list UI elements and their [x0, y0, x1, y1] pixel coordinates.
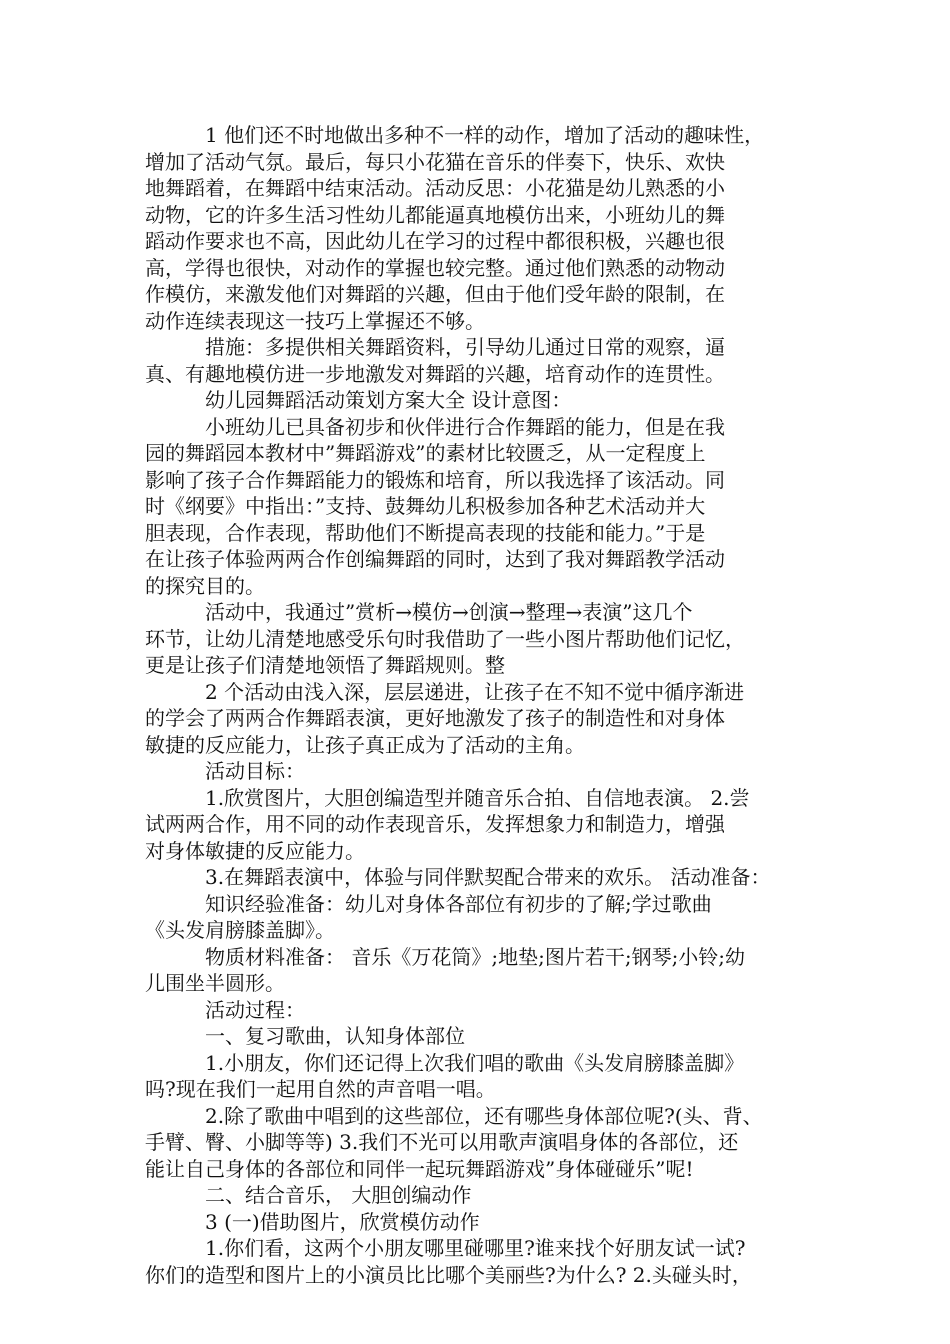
text-line: 3.在舞蹈表演中，体验与同伴默契配合带来的欢乐。 活动准备： — [205, 865, 771, 889]
text-line: 《头发肩膀膝盖脚》。 — [145, 918, 335, 942]
text-line: 时《纲要》中指出：”支持、鼓舞幼儿积极参加各种艺术活动并大 — [145, 494, 706, 518]
text-line: 园的舞蹈园本教材中”舞蹈游戏”的素材比较匮乏，从一定程度上 — [145, 441, 706, 465]
text-line: 一、复习歌曲，认知身体部位 — [205, 1024, 465, 1048]
text-line: 试两两合作，用不同的动作表现音乐，发挥想象力和制造力，增强 — [145, 812, 725, 836]
text-line: 你们的造型和图片上的小演员比比哪个美丽些?为什么? 2.头碰头时， — [145, 1262, 752, 1287]
text-line: 二、结合音乐， 大胆创编动作 — [205, 1183, 472, 1207]
text-line: 在让孩子体验两两合作创编舞蹈的同时，达到了我对舞蹈教学活动 — [145, 547, 725, 571]
text-line: 吗?现在我们一起用自然的声音唱一唱。 — [145, 1077, 496, 1101]
text-line: 活动过程： — [205, 997, 305, 1022]
text-line: 能让自己身体的各部位和同伴一起玩舞蹈游戏”身体碰碰乐”呢! — [145, 1156, 694, 1181]
text-line: 对身体敏捷的反应能力。 — [145, 838, 365, 863]
text-line: 物质材料准备： 音乐《万花筒》;地垫;图片若干;钢琴;小铃;幼 — [205, 944, 746, 969]
text-line: 高，学得也很快，对动作的掌握也较完整。通过他们熟悉的动物动 — [145, 255, 725, 280]
text-line: 活动目标： — [205, 759, 305, 783]
text-line: 影响了孩子合作舞蹈能力的锻炼和培育，所以我选择了该活动。同 — [145, 467, 725, 492]
text-line: 蹈动作要求也不高，因此幼儿在学习的过程中都很积极，兴趣也很 — [145, 229, 725, 253]
text-line: 更是让孩子们清楚地领悟了舞蹈规则。整 — [145, 653, 505, 677]
text-line: 活动中，我通过”赏析→模仿→创演→整理→表演”这几个 — [205, 600, 693, 624]
text-line: 1.小朋友，你们还记得上次我们唱的歌曲《头发肩膀膝盖脚》 — [205, 1050, 745, 1075]
text-line: 幼儿园舞蹈活动策划方案大全 设计意图： — [205, 388, 572, 412]
text-line: 手臂、臀、小脚等等) 3.我们不光可以用歌声演唱身体的各部位，还 — [145, 1130, 739, 1154]
text-line: 增加了活动气氛。最后，每只小花猫在音乐的伴奏下，快乐、欢快 — [145, 149, 725, 174]
text-line: 敏捷的反应能力，让孩子真正成为了活动的主角。 — [145, 732, 585, 757]
text-line: 小班幼儿已具备初步和伙伴进行合作舞蹈的能力，但是在我 — [205, 414, 725, 439]
document-body — [145, 122, 820, 1288]
text-line: 儿围坐半圆形。 — [145, 971, 285, 995]
text-line: 3 (一)借助图片，欣赏模仿动作 — [205, 1209, 480, 1234]
text-line: 2.除了歌曲中唱到的这些部位，还有哪些身体部位呢?(头、背、 — [205, 1103, 763, 1128]
text-line: 胆表现，合作表现，帮助他们不断提高表现的技能和能力。”于是 — [145, 520, 706, 545]
text-line: 动作连续表现这一技巧上掌握还不够。 — [145, 308, 485, 333]
text-line: 1 他们还不时地做出多种不一样的动作，增加了活动的趣味性， — [205, 123, 765, 147]
text-line: 1.你们看，这两个小朋友哪里碰哪里?谁来找个好朋友试一试? — [205, 1236, 746, 1260]
text-line: 1.欣赏图片，大胆创编造型并随音乐合拍、自信地表演。 2.尝 — [205, 785, 750, 810]
text-line: 真、有趣地模仿进一步地激发对舞蹈的兴趣，培育动作的连贯性。 — [145, 361, 725, 386]
text-line: 措施：多提供相关舞蹈资料，引导幼儿通过日常的观察，逼 — [205, 335, 725, 359]
text-line: 的探究目的。 — [145, 573, 265, 598]
text-line: 地舞蹈着，在舞蹈中结束活动。活动反思：小花猫是幼儿熟悉的小 — [145, 176, 725, 200]
text-line: 作模仿，来激发他们对舞蹈的兴趣，但由于他们受年龄的限制，在 — [145, 282, 725, 306]
text-line: 环节，让幼儿清楚地感受乐句时我借助了一些小图片帮助他们记忆， — [145, 626, 745, 651]
text-line: 2 个活动由浅入深，层层递进，让孩子在不知不觉中循序渐进 — [205, 679, 745, 704]
text-line: 的学会了两两合作舞蹈表演，更好地激发了孩子的制造性和对身体 — [145, 706, 725, 730]
text-line: 知识经验准备：幼儿对身体各部位有初步的了解;学过歌曲 — [205, 891, 712, 916]
text-line: 动物，它的许多生活习性幼儿都能逼真地模仿出来，小班幼儿的舞 — [145, 202, 725, 227]
